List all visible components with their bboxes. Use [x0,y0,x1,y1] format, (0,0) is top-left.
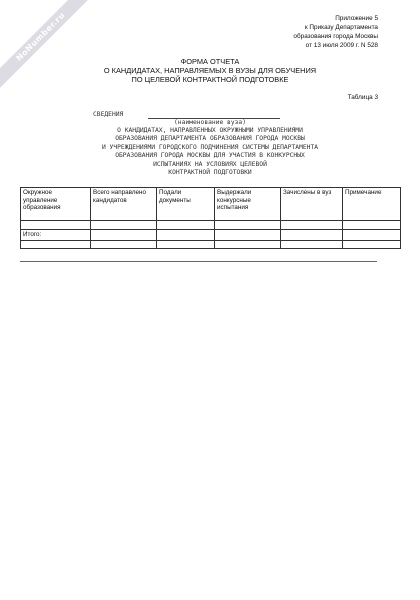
column-header-enrolled: Зачислены в вуз [281,188,343,221]
table-cell [21,240,91,248]
table-cell [215,221,281,230]
table-cell [91,230,157,241]
appendix-line: от 13 июля 2009 г. N 528 [305,42,378,49]
total-label: Итого: [21,230,91,241]
description-line: ОБРАЗОВАНИЯ ГОРОДА МОСКВЫ ДЛЯ УЧАСТИЯ В КОНКУРСНЫХ [115,152,305,160]
table-cell [343,240,401,248]
svedeniya-label: СВЕДЕНИЯ [93,111,124,118]
divider [20,261,377,262]
table-cell [157,230,215,241]
svedeniya-description [0,127,420,177]
table-header-row [21,188,401,221]
appendix-header [158,14,378,50]
table-cell [91,221,157,230]
table-cell [21,221,91,230]
column-header-submitted: Подали документы [157,188,215,221]
table-cell [343,221,401,230]
form-title-line: ФОРМА ОТЧЕТА [180,57,240,66]
table-cell [281,221,343,230]
watermark-ribbon: NoNumber.ru [0,0,99,95]
appendix-line: Приложение 5 [335,15,378,22]
table-cell [281,240,343,248]
table-cell [157,221,215,230]
total-row [21,230,401,241]
table-number: Таблица 3 [347,94,378,101]
column-header-note: Примечание [343,188,401,221]
table-row [21,221,401,230]
column-header-district: Окружное управление образования [21,188,91,221]
appendix-line: образования города Москвы [293,33,378,40]
university-name-caption: (наименование вуза) [173,119,247,126]
table-cell [157,240,215,248]
description-line: ОБРАЗОВАНИЯ ДЕПАРТАМЕНТА ОБРАЗОВАНИЯ ГОРОДА МОСКВЫ [115,135,305,143]
form-title-line: О КАНДИДАТАХ, НАПРАВЛЯЕМЫХ В ВУЗЫ ДЛЯ ОБУЧЕНИЯ [103,65,317,75]
column-header-total-sent: Всего направлено кандидатов [91,188,157,221]
table-cell [215,240,281,248]
description-line: ИСПЫТАНИЯХ НА УСЛОВИЯХ ЦЕЛЕВОЙ [153,160,267,168]
table-row [21,240,401,248]
table-cell [215,230,281,241]
form-title-line: ПО ЦЕЛЕВОЙ КОНТРАКТНОЙ ПОДГОТОВКЕ [131,74,289,84]
appendix-line: к Приказу Департамента [304,24,378,31]
description-line: О КАНДИДАТАХ, НАПРАВЛЕННЫХ ОКРУЖНЫМИ УПРАВЛЕНИЯМИ [117,127,303,134]
table-cell [343,230,401,241]
column-header-passed: Выдержали конкурсные испытания [215,188,281,221]
description-line: И УЧРЕЖДЕНИЯМИ ГОРОДСКОГО ПОДЧИНЕНИЯ СИСТЕМЫ ДЕПАРТАМЕНТА [101,143,319,151]
table-cell [91,240,157,248]
description-line: КОНТРАКТНОЙ ПОДГОТОВКИ [168,169,252,177]
table-cell [281,230,343,241]
candidates-table [20,187,401,249]
form-title [0,58,420,84]
